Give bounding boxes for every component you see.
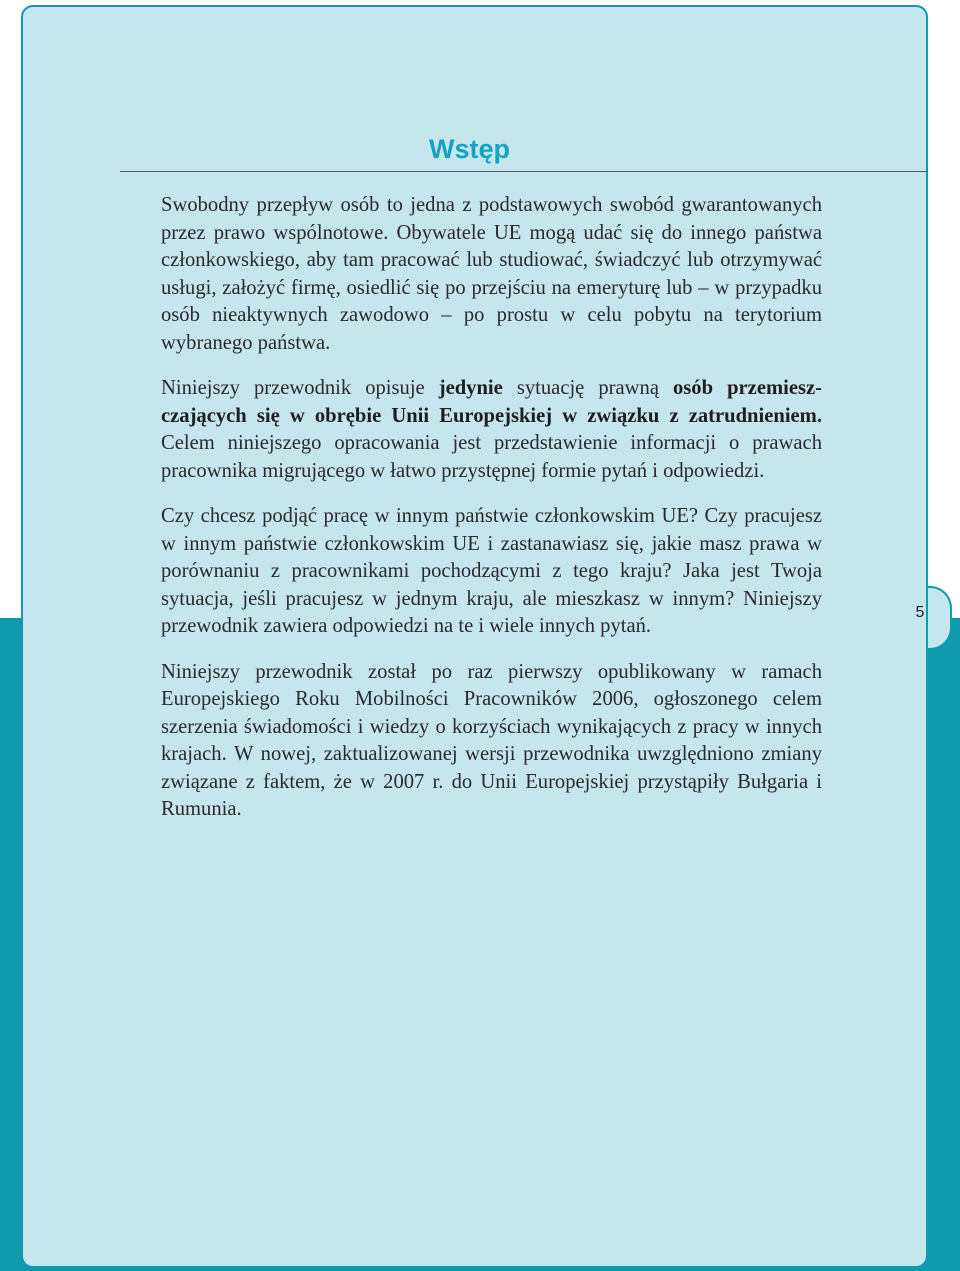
paragraph-scope-emphasis-1: jedynie — [438, 377, 503, 399]
page-number: 5 — [915, 604, 925, 621]
paragraph-questions: Czy chcesz podjąć pracę w innym państwie członkowskim UE? Czy pracujesz w innym państwie członkowskim UE i zastanawiasz się, jakie masz prawa w porównaniu z pracownikami pochodzącymi z tego kraju? Jaka jest Twoja sytuacja, jeśli pracujesz w jednym kraju, ale mieszkasz w innym? Niniejszy przewodnik zawiera odpowiedzi na te i wiele innych pytań. — [161, 505, 822, 637]
title-divider — [120, 171, 928, 172]
body-text — [161, 192, 822, 842]
paragraph-intro: Swobodny przepływ osób to jedna z podstawowych swobód gwarantowanych przez prawo wspólnotowe. Obywatele UE mogą udać się do innego państwa członkowskiego, aby tam pracować lub studiować, świadczyć lub otrzymywać usługi, założyć firmę, osiedlić się po przejściu na emeryturę lub – w przypadku osób nieaktywnych zawodowo – po prostu w celu pobytu na terytorium wybranego państwa. — [161, 194, 822, 354]
paragraph-scope-text-3: Celem niniejszego opracowania jest przedstawienie informacji o prawach pracownika migrującego w łatwo przystępnej formie pytań i odpowiedzi. — [161, 432, 822, 482]
page-title: Wstęp — [429, 134, 510, 164]
paragraph-history: Niniejszy przewodnik został po raz pierwszy opublikowany w ramach Europejskiego Roku Mobilności Pracowników 2006, ogłoszonego celem szerzenia świadomości i wiedzy o korzyściach wynikających z pracy w innych krajach. W nowej, zaktualizowanej wersji przewodnika uwzględniono zmiany związane z faktem, że w 2007 r. do Unii Europejskiej przystąpiły Bułgaria i Rumunia. — [161, 660, 822, 820]
paragraph-scope-text-1: Niniejszy przewodnik opisuje — [161, 377, 439, 399]
paragraph-scope-emphasis-2: osób przemieszczających się w obrębie Unii Europejskiej w związku z zatrudnieniem. — [161, 377, 822, 427]
paragraph-scope-text-2: sytuację prawną — [502, 377, 673, 399]
paragraph-scope — [161, 375, 822, 485]
